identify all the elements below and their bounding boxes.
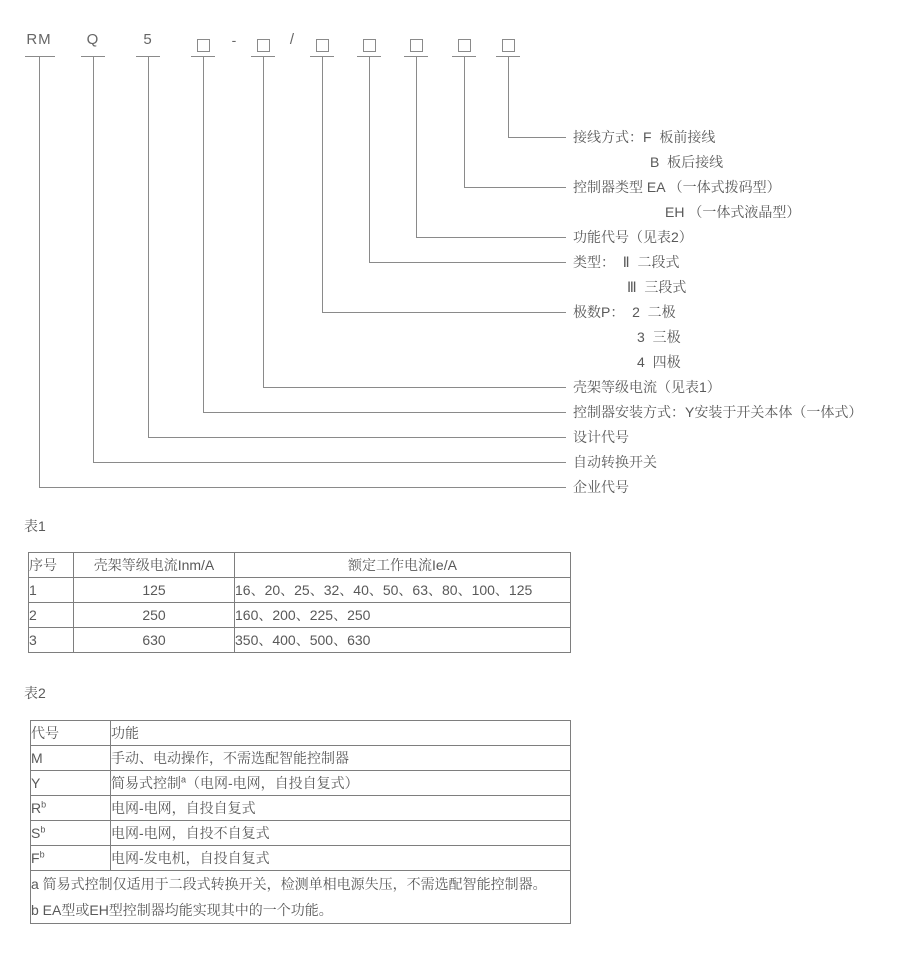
sub-label-wiring-b: B 板后接线 <box>650 154 724 170</box>
code-slash: / <box>289 31 295 48</box>
table1-caption: 表1 <box>24 518 46 534</box>
code-superscript: b <box>41 799 47 810</box>
cell-code <box>31 796 111 821</box>
footnote-a: a 简易式控制仅适用于二段式转换开关，检测单相电源失压，不需选配智能控制器。 <box>31 876 547 892</box>
table2-row <box>31 796 571 821</box>
table2-row <box>31 746 571 771</box>
label-function-code: 功能代号（见表2） <box>573 229 693 245</box>
code-prefix-rm: RM <box>26 31 52 48</box>
connector-hline <box>203 412 566 413</box>
connector-vline <box>322 56 323 312</box>
cell-func <box>111 821 571 846</box>
func-text: 简易式控制 <box>111 775 181 791</box>
label-design-code: 设计代号 <box>573 429 629 445</box>
code-hyphen: - <box>231 32 237 48</box>
label-controller-mounting: 控制器安装方式：Y安装于开关本体（一体式） <box>573 404 863 420</box>
cell-code <box>31 771 111 796</box>
code-text: M <box>31 750 43 766</box>
cell-code <box>31 746 111 771</box>
cell-rated: 16、20、25、32、40、50、63、80、100、125 <box>235 578 571 603</box>
label-type: 类型： Ⅱ 二段式 <box>573 254 680 270</box>
connector-vline <box>203 56 204 412</box>
table1-row <box>29 628 571 653</box>
table1 <box>28 552 571 653</box>
table2-header-row <box>31 721 571 746</box>
cell-seq: 2 <box>29 603 74 628</box>
symbol-underline <box>25 56 55 57</box>
cell-code <box>31 821 111 846</box>
footnote-b: b EA型或EH型控制器均能实现其中的一个功能。 <box>31 902 333 918</box>
table2 <box>30 720 571 924</box>
cell-rated: 350、400、500、630 <box>235 628 571 653</box>
code-placeholder-box <box>197 39 210 52</box>
func-text: 电网-电网，自投自复式 <box>111 800 256 816</box>
table1-row <box>29 578 571 603</box>
cell-func <box>111 846 571 871</box>
sub-label-poles-3: 3 三极 <box>637 329 681 345</box>
cell-frame: 630 <box>74 628 235 653</box>
table2-row <box>31 846 571 871</box>
table1-row <box>29 603 571 628</box>
sub-label-type-iii: Ⅲ 三段式 <box>627 279 687 295</box>
connector-vline <box>369 56 370 262</box>
connector-vline <box>148 56 149 437</box>
label-auto-transfer-switch: 自动转换开关 <box>573 454 657 470</box>
cell-seq: 3 <box>29 628 74 653</box>
connector-hline <box>39 487 566 488</box>
func-superscript: a <box>181 774 187 785</box>
footnote-cell <box>31 871 571 924</box>
connector-vline <box>93 56 94 462</box>
table1-header-frame: 壳架等级电流Inm/A <box>74 553 235 578</box>
connector-hline <box>322 312 566 313</box>
func-text: 电网-电网，自投不自复式 <box>111 825 270 841</box>
sub-label-controller-eh: EH （一体式液晶型） <box>665 204 801 220</box>
connector-vline <box>39 56 40 487</box>
code-placeholder-box <box>410 39 423 52</box>
code-text: Y <box>31 775 41 791</box>
label-controller-type: 控制器类型 EA （一体式拨码型） <box>573 179 781 195</box>
code-text: F <box>31 850 40 866</box>
code-placeholder-box <box>316 39 329 52</box>
table2-caption: 表2 <box>24 685 46 701</box>
code-placeholder-box <box>363 39 376 52</box>
code-placeholder-box <box>458 39 471 52</box>
cell-code <box>31 846 111 871</box>
table1-header-row <box>29 553 571 578</box>
cell-func <box>111 796 571 821</box>
connector-hline <box>93 462 566 463</box>
connector-hline <box>148 437 566 438</box>
connector-hline <box>464 187 566 188</box>
func-text: 电网-发电机，自投自复式 <box>111 850 270 866</box>
cell-frame: 125 <box>74 578 235 603</box>
table2-header-code: 代号 <box>31 721 111 746</box>
connector-hline <box>416 237 566 238</box>
code-text: S <box>31 825 41 841</box>
label-wiring-style: 接线方式：F 板前接线 <box>573 129 716 145</box>
table1-header-rated: 额定工作电流Ie/A <box>235 553 571 578</box>
code-text: R <box>31 800 42 816</box>
code-digit-5: 5 <box>143 31 153 48</box>
func-text: （电网-电网，自投自复式） <box>186 775 359 791</box>
cell-func <box>111 771 571 796</box>
connector-vline <box>416 56 417 237</box>
label-poles: 极数P： 2 二极 <box>573 304 676 320</box>
table1-header-seq: 序号 <box>29 553 74 578</box>
code-superscript: b <box>40 824 46 835</box>
table2-row <box>31 771 571 796</box>
func-text: 手动、电动操作，不需选配智能控制器 <box>111 750 349 766</box>
cell-rated: 160、200、225、250 <box>235 603 571 628</box>
code-placeholder-box <box>257 39 270 52</box>
code-superscript: b <box>39 849 45 860</box>
sub-label-poles-4: 4 四极 <box>637 354 681 370</box>
cell-seq: 1 <box>29 578 74 603</box>
cell-func <box>111 746 571 771</box>
table2-header-func: 功能 <box>111 721 571 746</box>
cell-frame: 250 <box>74 603 235 628</box>
connector-hline <box>369 262 566 263</box>
label-frame-current: 壳架等级电流（见表1） <box>573 379 721 395</box>
connector-hline <box>263 387 566 388</box>
table2-footnote-row <box>31 871 571 924</box>
connector-hline <box>508 137 566 138</box>
connector-vline <box>263 56 264 387</box>
code-placeholder-box <box>502 39 515 52</box>
label-company-code: 企业代号 <box>573 479 629 495</box>
code-letter-q: Q <box>86 31 100 48</box>
connector-vline <box>508 56 509 137</box>
connector-vline <box>464 56 465 187</box>
table2-row <box>31 821 571 846</box>
